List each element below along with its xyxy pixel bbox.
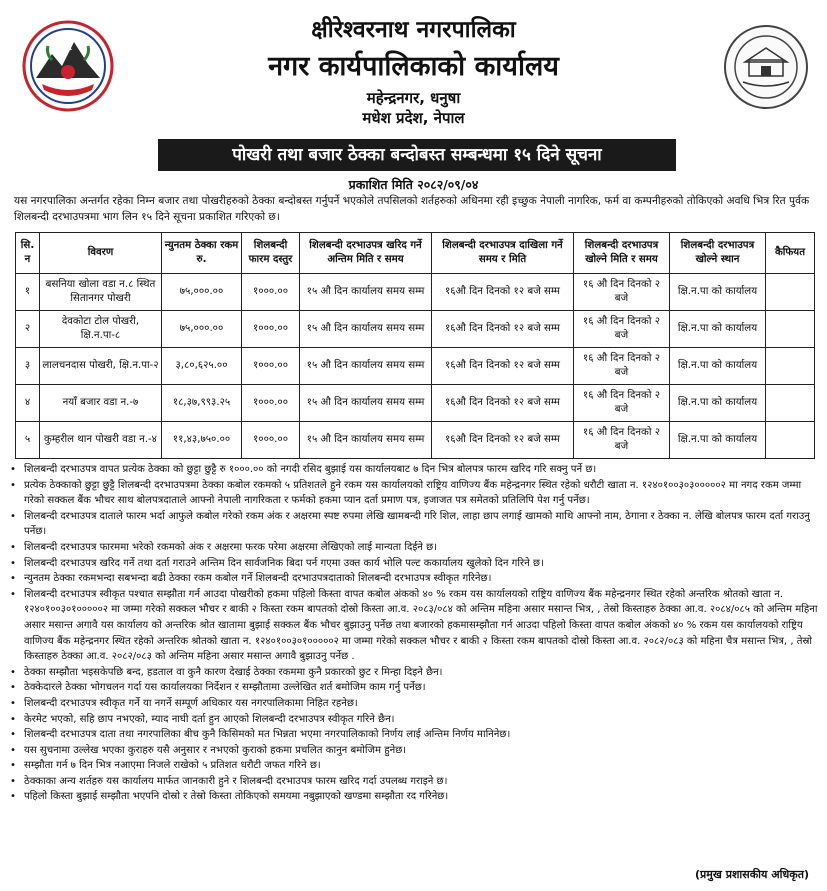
municipal-seal-icon (723, 24, 809, 110)
cell-fee: १०००.०० (242, 311, 300, 348)
note-text: शिलबन्दी दरभाउपत्र स्वीकृत गर्ने या नगर्ने सम्पूर्ण अधिकार यस नगरपालिकामा निहित रहनेछ। (24, 697, 358, 709)
list-item (8, 774, 818, 790)
bullet-icon: • (10, 697, 16, 709)
bullet-icon: • (10, 744, 16, 756)
cell-amount: ७५,०००.०० (162, 311, 242, 348)
signature-label: (प्रमुख प्रशासकीय अधिकृत) (695, 868, 809, 881)
note-text: पहिलो किस्ता बुझाई सम्झौता भएपनि दोस्रो र तेस्रो किस्ता तोकिएको समयमा नबुझाएको खण्डमा सम्झौता रद गरिनेछ। (24, 791, 449, 803)
list-item (8, 696, 818, 712)
cell-buy: १५ औ दिन कार्यालय समय सम्म (300, 274, 432, 311)
bullet-icon: • (10, 729, 16, 741)
cell-remark (766, 385, 815, 422)
cell-desc: कुम्हरील थान पोखरी वडा न.-४ (40, 422, 162, 459)
cell-sn: ३ (16, 348, 40, 385)
address-line-2: मधेश प्रदेश, नेपाल (362, 109, 465, 127)
col-header: शिलबन्दी दरभाउपत्र खोल्ने स्थान (670, 233, 766, 274)
list-item (8, 665, 818, 681)
note-text: यस सुचनामा उल्लेख भएका कुराहरु यसै अनुसार र नभएको कुराको हकमा प्रचलित कानुन बमोजिम हुनेछ। (24, 744, 407, 756)
list-item (8, 478, 818, 509)
cell-submit: १६औ दिन दिनको १२ बजे सम्म (432, 385, 574, 422)
bullet-icon: • (10, 775, 16, 787)
cell-place: क्षि.न.पा को कार्यालय (670, 311, 766, 348)
note-text: न्युनतम ठेक्का रकमभन्दा सबभन्दा बढी ठेक्का रकम कबोल गर्ने शिलबन्दी दरभाउपत्रदाताको शिलबन्दी दरभाउपत्र स्वीकृत गरिनेछ। (24, 573, 492, 585)
bullet-icon: • (10, 760, 16, 772)
note-text: ठेक्केदारले ठेक्का भोगचलन गर्दा यस कार्यालयका निर्देशन र सम्झौतामा उल्लेखित शर्त बमोजिम काम गर्नु पर्नेछ। (24, 682, 426, 694)
list-item (8, 571, 818, 587)
list-item (8, 680, 818, 696)
bullet-icon: • (10, 588, 16, 600)
note-text: शिलबन्दी दरभाउपत्र फारममा भरेको रकमको अंक र अक्षरमा फरक परेमा अक्षरमा लेखिएको लाई मान्यता दिईने छ। (24, 541, 438, 553)
bullet-icon: • (10, 682, 16, 694)
col-header: सि. न (16, 233, 40, 274)
bullet-icon: • (10, 464, 16, 475)
published-date: प्रकाशित मिति २०८२/०९/०४ (348, 177, 479, 192)
col-header: शिलबन्दी फारम दस्तुर (242, 233, 300, 274)
note-text: शिलबन्दी दरभाउपत्र स्वीकृत पश्चात सम्झौता गर्न आउदा पोखरीको हकमा पहिलो किस्ता वापत कबोल अंकको ४० % रकम यस कार्यालयको राष्ट्रिय वाणिज्य बैंक महेन्द्रनगर स्थित रहेको अन्तरिक श्रोतको खाता न. १२४०१००३०१०००००२ मा जम्मा गरेको सक्कल भौचर र बाकी २ किस्ता रकम बापतको दोस्रो किस्ता आ.व. २०८३/०८४ को अन्तिम महिना असार मसान्त भित्र, , तेस्रो किस्ताहरु ठेक्का आ.व. २०८४/०८५ को अन्तिम महिना असार मसान्त अगावै यस कार्यालय को अन्तरिक श्रोत खातामा बुझाई सक्कल बैंक भौचर बुझाउनु पर्नेछ तथा बजारको हकमासम्झौता गर्न आउदा पहिलो किस्ता वापत कबोल अंकको ४० % रकम यस कार्यालयको राष्ट्रिय वाणिज्य बैंक महेन्द्रनगर स्थित रहेको अन्तरिक श्रोतको खाता न. १२४०१००३०१०००००२ मा जम्मा गरेको सक्कल भौचर र बाकी २ किस्ता रकम बापतको दोस्रो किस्ता आ.व. २०८२/०८३ को महिना चैत्र मसान्त भित्र, , तेस्रो किस्ताहरु ठेक्का आ.व. २०८२/०८३ को अन्तिम महिना असार मसान्त अगावै बुझाउनु पर्नेछ . (24, 588, 818, 663)
table-row (16, 422, 815, 459)
table-row (16, 348, 815, 385)
col-header: शिलबन्दी दरभाउपत्र खोल्ने मिति र समय (574, 233, 670, 274)
list-item (8, 758, 818, 774)
list-item (8, 789, 818, 805)
cell-fee: १०००.०० (242, 422, 300, 459)
bullet-icon: • (10, 791, 16, 803)
bullet-icon: • (10, 541, 16, 553)
bullet-icon: • (10, 510, 16, 522)
cell-sn: २ (16, 311, 40, 348)
table-row (16, 274, 815, 311)
cell-submit: १६औ दिन दिनको १२ बजे सम्म (432, 348, 574, 385)
note-text: शिलबन्दी दरभाउपत्र वापत प्रत्येक ठेक्का को छुट्टा छुट्टै रु १०००.०० को नगदी रसिद बुझाई यस कार्यालयबाट ७ दिन भित्र बोलपत्र फारम खरिद गरि सक्नु पर्ने छ। (24, 464, 597, 475)
cell-buy: १५ औ दिन कार्यालय समय सम्म (300, 422, 432, 459)
cell-fee: १०००.०० (242, 348, 300, 385)
list-item (8, 509, 818, 540)
cell-sn: ४ (16, 385, 40, 422)
col-header: न्युनतम ठेक्का रकम रु. (162, 233, 242, 274)
cell-desc: देवकोटा टोल पोखरी, क्षि.न.पा-८ (40, 311, 162, 348)
cell-remark (766, 311, 815, 348)
cell-fee: १०००.०० (242, 385, 300, 422)
note-text: सम्झौता गर्न ७ दिन भित्र नआएमा निजले राखेको ५ प्रतिशत धरौटी जफत गरिने छ। (24, 760, 321, 772)
col-header: कैफियत (766, 233, 815, 274)
cell-submit: १६औ दिन दिनको १२ बजे सम्म (432, 422, 574, 459)
table-header-row (16, 233, 815, 274)
cell-place: क्षि.न.पा को कार्यालय (670, 422, 766, 459)
note-text: केरमेट भएको, सहि छाप नभएको, म्याद नाघी दर्ता हुन आएको शिलबन्दी दरभाउपत्र स्वीकृत गरिने छैन। (24, 713, 395, 725)
cell-open: १६ औ दिन दिनको २ बजे (574, 274, 670, 311)
cell-place: क्षि.न.पा को कार्यालय (670, 348, 766, 385)
bullet-icon: • (10, 713, 16, 725)
bullet-icon: • (10, 557, 16, 569)
bullet-icon: • (10, 573, 16, 585)
list-item (8, 587, 818, 665)
cell-sn: १ (16, 274, 40, 311)
list-item (8, 743, 818, 759)
cell-open: १६ औ दिन दिनको २ बजे (574, 422, 670, 459)
cell-desc: नयाँ बजार वडा न.-७ (40, 385, 162, 422)
cell-remark (766, 274, 815, 311)
tender-table (15, 232, 815, 459)
cell-desc: लालचनदास पोखरी, क्षि.न.पा-२ (40, 348, 162, 385)
cell-open: १६ औ दिन दिनको २ बजे (574, 385, 670, 422)
table-row (16, 311, 815, 348)
note-text: प्रत्येक ठेक्काको छुट्टा छुट्टै शिलबन्दी दरभाउपत्रमा ठेक्का कबोल रकमको ५ प्रतिशतले हुने रकम यस कार्यालयको राष्ट्रिय वाणिज्य बैंक महेन्द्रनगर स्थित रहेको धरौटी खाता न. १२४०१००३०३०००००२ मा नगद रकम जम्मा गरेको सक्कल बैंक भौचर साथ बोलपत्रदाताले आफ्नो नेपाली नागरिकता र फर्मको हकमा प्यान दर्ता प्रमाण पत्र, इजाजत पत्र समेतको प्रतिलिपि पेश गर्नु पर्नेछ। (24, 479, 802, 507)
cell-open: १६ औ दिन दिनको २ बजे (574, 348, 670, 385)
cell-place: क्षि.न.पा को कार्यालय (670, 274, 766, 311)
cell-amount: ७५,०००.०० (162, 274, 242, 311)
cell-submit: १६औ दिन दिनको १२ बजे सम्म (432, 274, 574, 311)
cell-place: क्षि.न.पा को कार्यालय (670, 385, 766, 422)
address-line-1: महेन्द्रनगर, धनुषा (366, 89, 461, 107)
cell-desc: बसनिया खोला वडा न.८ स्थित सितानगर पोखरी (40, 274, 162, 311)
cell-fee: १०००.०० (242, 274, 300, 311)
list-item (8, 727, 818, 743)
list-item (8, 712, 818, 728)
col-header: विवरण (40, 233, 162, 274)
note-text: ठेक्का सम्झौता भइसकेपछि बन्द, हडताल वा कुनै कारण देखाई ठेक्का रकममा कुनै प्रकारको छुट र मिन्हा दिइने छैन। (24, 666, 443, 678)
note-text: शिलबन्दी दरभाउपत्र दाताले फारम भर्दा आफुले कबोल गरेको रकम अंक र अक्षरमा स्पष्ट रुपमा लेखि खामबन्दी गरि शिल, लाहा छाप लगाई खामको माथि आफ्नो नाम, ठेगाना र ठेक्का न. लेखि बोलपत्र फारम दर्ता गराउनु पर्नेछ। (24, 510, 810, 538)
intro-paragraph: यस नगरपालिका अन्तर्गत रहेका निम्न बजार तथा पोखरीहरुको ठेक्का बन्दोबस्त गर्नुपर्ने भएकोले तपसिलको शर्तहरुको अधिनमा रही इच्छुक नेपाली नागरिक, फर्म वा कम्पनीहरुको तोकिएको अवधि भित्र रित पुर्वक शिलबन्दी दरभाउपत्रमा भाग लिन १५ दिने सूचना प्रकाशित गरिएको छ। (14, 195, 810, 223)
cell-amount: ३,८०,६२५.०० (162, 348, 242, 385)
conditions-list (8, 462, 818, 805)
list-item (8, 540, 818, 556)
cell-submit: १६औ दिन दिनको १२ बजे सम्म (432, 311, 574, 348)
cell-remark (766, 348, 815, 385)
cell-amount: १८,३७,९९३.२५ (162, 385, 242, 422)
bullet-icon: • (10, 479, 16, 491)
cell-amount: ११,४३,७५०.०० (162, 422, 242, 459)
list-item (8, 556, 818, 572)
note-text: शिलबन्दी दरभाउपत्र खरिद गर्ने तथा दर्ता गराउने अन्तिम दिन सार्वजनिक बिदा पर्न गएमा उक्त कार्य भोलि पल्ट ककार्यालय खुलेको दिन गरिने छ। (24, 557, 544, 569)
cell-buy: १५ औ दिन कार्यालय समय सम्म (300, 348, 432, 385)
bullet-icon: • (10, 666, 16, 678)
cell-open: १६ औ दिन दिनको २ बजे (574, 311, 670, 348)
cell-sn: ५ (16, 422, 40, 459)
municipality-name: क्षीरेश्वरनाथ नगरपालिका (311, 16, 516, 43)
table-row (16, 385, 815, 422)
office-name: नगर कार्यपालिकाको कार्यालय (268, 51, 559, 82)
cell-buy: १५ औ दिन कार्यालय समय सम्म (300, 385, 432, 422)
cell-buy: १५ औ दिन कार्यालय समय सम्म (300, 311, 432, 348)
nepal-emblem-icon (22, 20, 114, 112)
col-header: शिलबन्दी दरभाउपत्र खरिद गर्ने अन्तिम मिति र समय (300, 233, 432, 274)
note-text: शिलबन्दी दरभाउपत्र दाता तथा नगरपालिका बीच कुनै किसिमको मत भिन्नता भएमा नगरपालिकाको निर्णय लाई अन्तिम निर्णय मानिनेछ। (24, 729, 511, 741)
cell-remark (766, 422, 815, 459)
col-header: शिलबन्दी दरभाउपत्र दाखिला गर्ने समय र मिति (432, 233, 574, 274)
notice-title-banner: पोखरी तथा बजार ठेक्का बन्दोबस्त सम्बन्धमा १५ दिने सूचना (158, 139, 676, 171)
note-text: ठेक्काका अन्य शर्तहरु यस कार्यालय मार्फत जानकारी हुने र शिलबन्दी दरभाउपत्र फारम खरिद गर्दा उपलब्ध गराइने छ। (24, 775, 448, 787)
list-item (8, 462, 818, 478)
